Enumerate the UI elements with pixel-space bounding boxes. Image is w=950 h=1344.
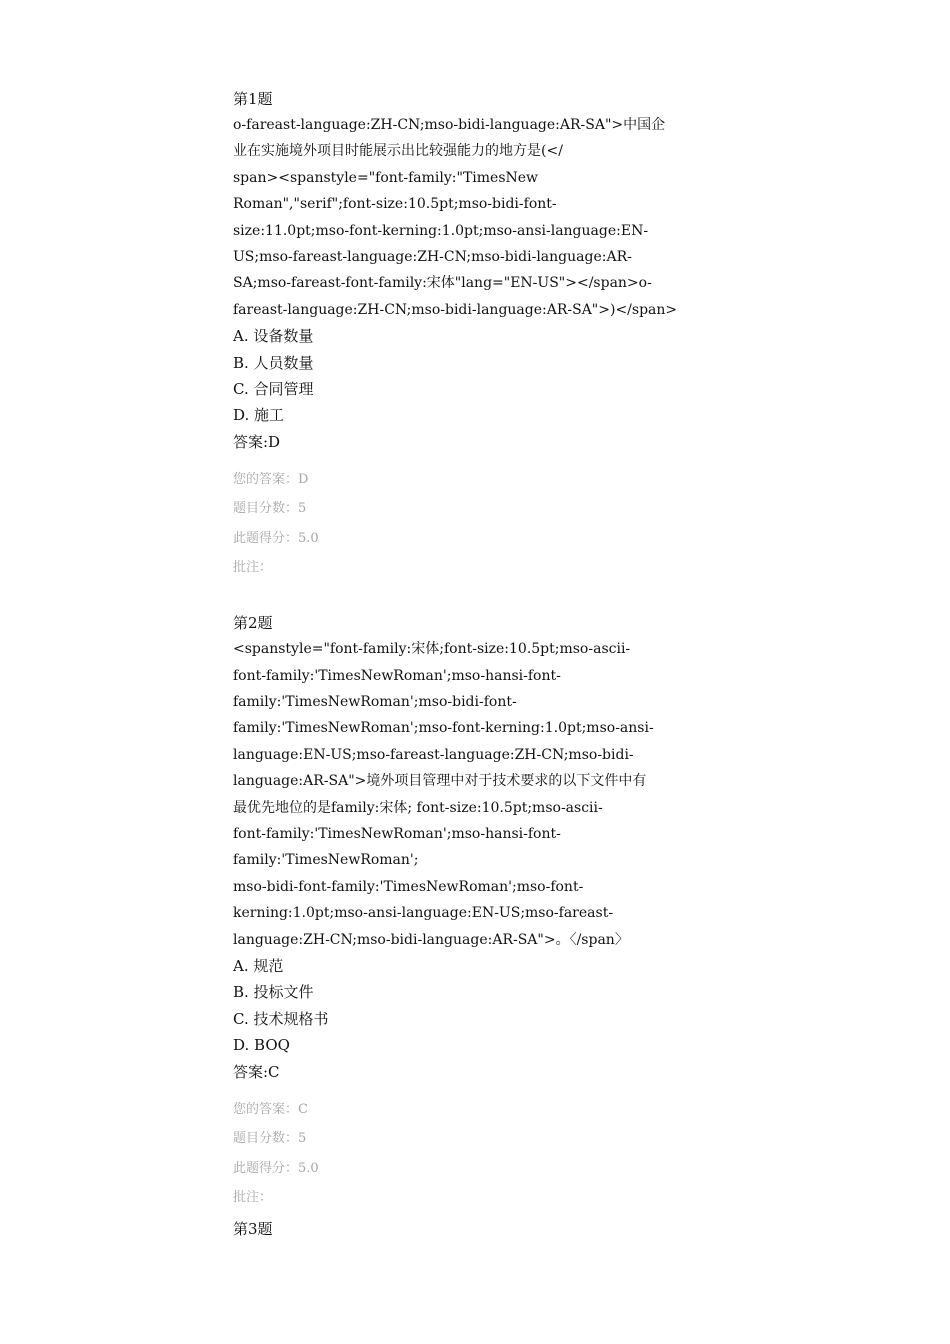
correct-answer: 答案:C <box>233 1062 280 1081</box>
question-1 <box>233 86 713 582</box>
question-text-line: Roman","serif";font-size:10.5pt;mso-bidi-font- <box>233 196 557 213</box>
question-title: 第1题 <box>233 90 273 108</box>
question-text <box>233 636 713 953</box>
option-a: A. 设备数量 <box>233 327 314 346</box>
question-text-line: SA;mso-fareast-font-family:宋体"lang="EN-US"></span>o- <box>233 275 652 292</box>
question-text-line: <spanstyle="font-family:宋体;font-size:10.5pt;mso-ascii- <box>233 641 631 658</box>
question-text-line: language:AR-SA">境外项目管理中对于技术要求的以下文件中有 <box>233 773 647 790</box>
correct-answer: 答案:D <box>233 432 281 451</box>
question-text-line: kerning:1.0pt;mso-ansi-language:EN-US;mso-fareast- <box>233 905 614 922</box>
question-text-line: 业在实施境外项目时能展示出比较强能力的地方是(</ <box>233 143 563 160</box>
option-b: B. 人员数量 <box>233 353 314 372</box>
question-text-line: size:11.0pt;mso-font-kerning:1.0pt;mso-ansi-language:EN- <box>233 222 649 239</box>
question-score: 题目分数：5 <box>233 1131 307 1147</box>
option-c: C. 合同管理 <box>233 379 314 398</box>
note-label: 批注： <box>233 559 273 575</box>
question-text-line: 最优先地位的是family:宋体; font-size:10.5pt;mso-ascii- <box>233 799 603 816</box>
question-text-line: family:'TimesNewRoman';mso-bidi-font- <box>233 694 517 711</box>
question-text-line: span><spanstyle="font-family:"TimesNew <box>233 169 539 186</box>
earned-score: 此题得分：5.0 <box>233 1160 319 1176</box>
earned-score: 此题得分：5.0 <box>233 530 319 546</box>
question-text-line: o-fareast-language:ZH-CN;mso-bidi-language:AR-SA">中国企 <box>233 117 666 133</box>
question-text-line: family:'TimesNewRoman'; <box>233 852 419 869</box>
question-text-line: mso-bidi-font-family:'TimesNewRoman';mso-font- <box>233 878 584 895</box>
result-info <box>233 465 713 582</box>
question-3 <box>233 1216 713 1242</box>
question-text-line: fareast-language:ZH-CN;mso-bidi-language:AR-SA">)</span> <box>233 301 678 318</box>
exam-document <box>233 86 713 1242</box>
your-answer: 您的答案：D <box>233 472 309 488</box>
question-text-line: US;mso-fareast-language:ZH-CN;mso-bidi-language:AR- <box>233 248 632 265</box>
option-d: D. 施工 <box>233 406 285 425</box>
question-gap <box>233 582 713 610</box>
question-text-line: font-family:'TimesNewRoman';mso-hansi-font- <box>233 826 561 842</box>
note-label: 批注： <box>233 1189 273 1205</box>
question-score: 题目分数：5 <box>233 501 307 517</box>
question-text-line: language:ZH-CN;mso-bidi-language:AR-SA">。〈/span〉 <box>233 931 629 948</box>
result-info <box>233 1095 713 1212</box>
your-answer: 您的答案：C <box>233 1101 308 1117</box>
option-b: B. 投标文件 <box>233 983 314 1002</box>
option-d: D. BOQ <box>233 1036 290 1055</box>
question-2 <box>233 610 713 1212</box>
question-text-line: family:'TimesNewRoman';mso-font-kerning:1.0pt;mso-ansi- <box>233 720 654 737</box>
option-c: C. 技术规格书 <box>233 1009 329 1028</box>
question-title: 第2题 <box>233 614 273 633</box>
question-text-line: language:EN-US;mso-fareast-language:ZH-CN;mso-bidi- <box>233 746 634 763</box>
option-a: A. 规范 <box>233 956 284 975</box>
question-text-line: font-family:'TimesNewRoman';mso-hansi-font- <box>233 667 561 684</box>
question-text <box>233 112 713 323</box>
question-title: 第3题 <box>233 1220 273 1239</box>
